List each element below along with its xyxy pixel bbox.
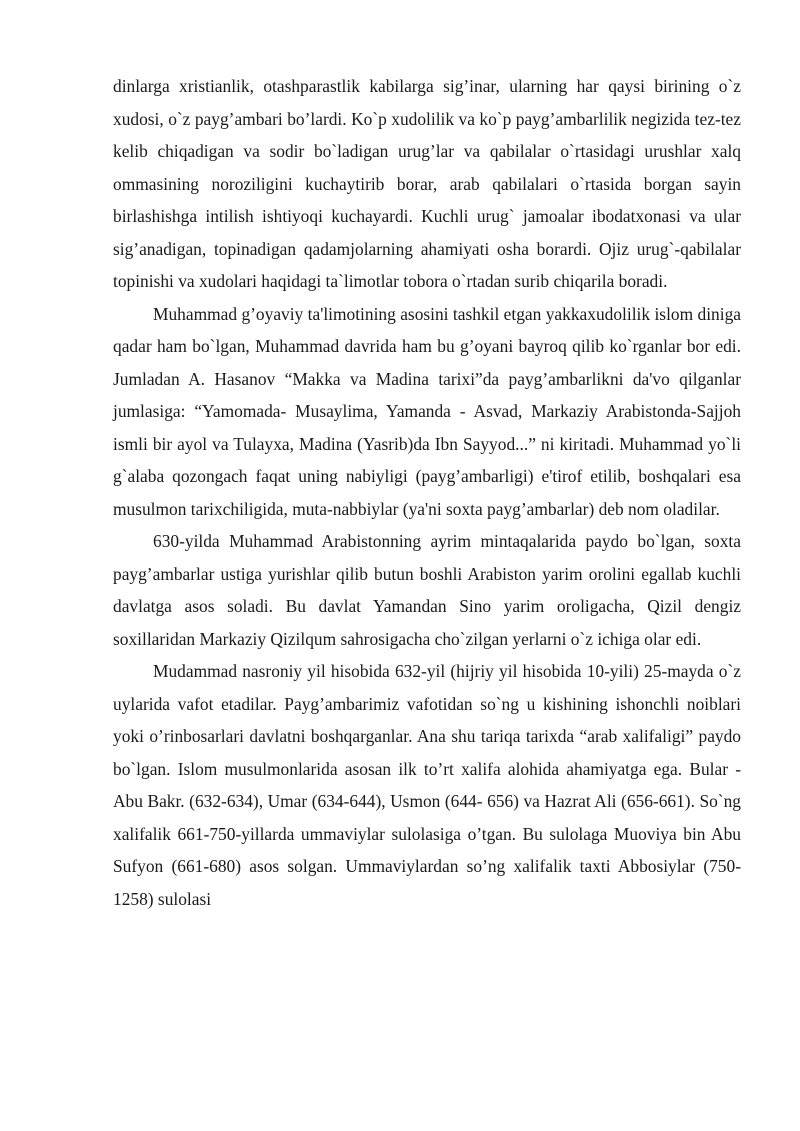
document-page — [113, 70, 741, 915]
paragraph-630-year: 630-yilda Muhammad Arabistonning ayrim mintaqalarida paydo bo`lgan, soxta payg’ambarlar ustiga yurishlar qilib butun boshli Arabiston yarim orolini egallab kuchli davlatga asos soladi. Bu davlat Yamandan Sino yarim oroligacha, Qizil dengiz soxillaridan Markaziy Qizilqum sahrosigacha cho`zilgan yerlarni o`z ichiga olar edi. — [113, 531, 741, 649]
paragraph-caliphate: Mudammad nasroniy yil hisobida 632-yil (hijriy yil hisobida 10-yili) 25-mayda o`z uylarida vafot etadilar. Payg’ambarimiz vafotidan so`ng u kishining ishonchli noiblari yoki o’rinbosarlari davlatni boshqarganlar. Ana shu tariqa tarixda “arab xalifaligi” paydo bo`lgan. Islom musulmonlarida asosan ilk to’rt xalifa alohida ahamiyatga ega. Bular - Abu Bakr. (632-634), Umar (634-644), Usmon (644- 656) va Hazrat Ali (656-661). So`ng xalifalik 661-750-yillarda ummaviylar sulolasiga o’tgan. Bu sulolaga Muoviya bin Abu Sufyon (661-680) asos solgan. Ummaviylardan so’ng xalifalik taxti Abbosiylar (750-1258) sulolasi — [113, 661, 741, 909]
paragraph-continuation: dinlarga xristianlik, otashparastlik kabilarga sig’inar, ularning har qaysi birining o`z xudosi, o`z payg’ambari bo’lardi. Ko`p xudolilik va ko`p payg’ambarlilik negizida tez-tez kelib chiqadigan va sodir bo`ladigan urug’lar va qabilalar o`rtasidagi urushlar xalq ommasining noroziligini kuchaytirib borar, arab qabilalari o`rtasida borgan sayin birlashishga intilish ishtiyoqi kuchayardi. Kuchli urug` jamoalar ibodatxonasi va ular sig’anadigan, topinadigan qadamjolarning ahamiyati osha borardi. Ojiz urug`-qabilalar topinishi va xudolari haqidagi ta`limotlar tobora o`rtadan surib chiqarila boradi. — [113, 76, 741, 291]
paragraph-monotheism: Muhammad g’oyaviy ta'limotining asosini tashkil etgan yakkaxudolilik islom diniga qadar ham bo`lgan, Muhammad davrida ham bu g’oyani bayroq qilib ko`rganlar bor edi. Jumladan A. Hasanov “Makka va Madina tarixi”da payg’ambarlikni da'vo qilganlar jumlasiga: “Yamomada- Musaylima, Yamanda - Asvad, Markaziy Arabistonda-Sajjoh ismli bir ayol va Tulayxa, Madina (Yasrib)da Ibn Sayyod...” ni kiritadi. Muhammad yo`li g`alaba qozongach faqat uning nabiyligi (payg’ambarligi) e'tirof etilib, boshqalari esa musulmon tarixchiligida, muta-nabbiylar (ya'ni soxta payg’ambarlar) deb nom oladilar. — [113, 303, 741, 519]
